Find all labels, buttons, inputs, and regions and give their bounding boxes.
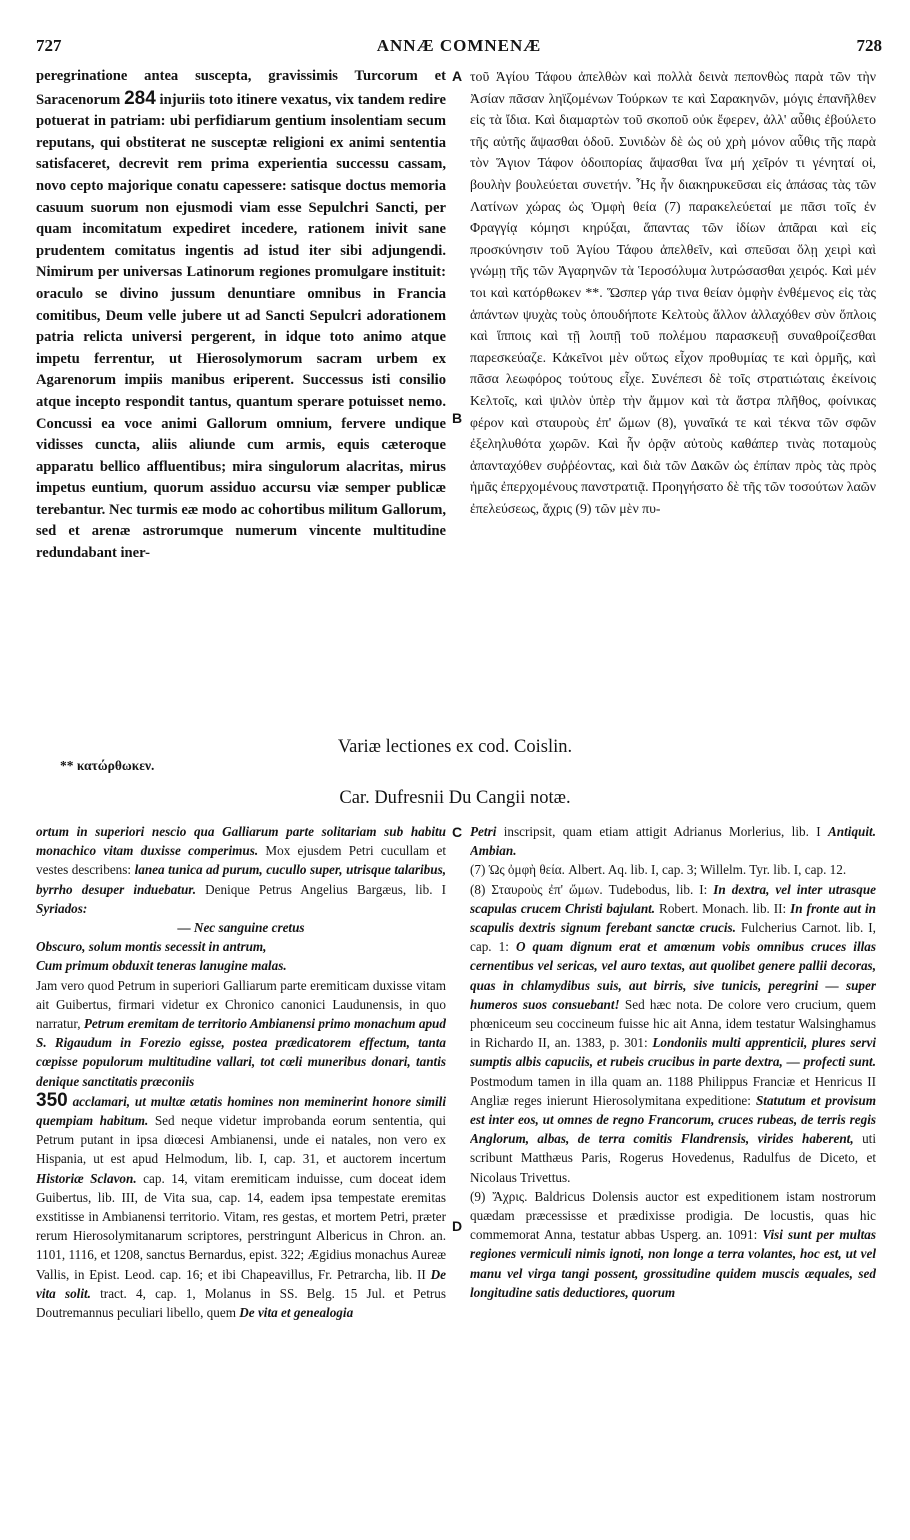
latin-text-rest: injuriis toto itinere vexatus, vix tandem redire potuerat in patriam: ubi perfidiarum gentium insolentiam secum reputans, qui obstiterat ne susceptæ religioni ex animi sententia satisfaceret, decrevit rem prima experientia successu cassam, novo cepto majorique conatu capessere: satisque doctus memoria casuum suorum non ejusmodi viam esse Sepulchri Sancti, per quam incomitatum expediret incedere, rationem inivit sane prudentem comitatus ingentis ad istud iter sibi adjungendi. Nimirum per universas Latinorum regiones promulgare instituit: oraculo se divino jussum denuntiare omnibus in Francia comitibus, Deum velle jubere ut ad Sancti Sepulcri adorationem patria relicta universi pergerent, in idque toto animo atque impetu ferrentur, ut Hierosolymorum sacram urbem ex Agarenorum impiis manibus eriperent. Successus isti consilio atque incepto respondit tantus, quantum sperare potuisset nemo. Concussi ea voce animi Gallorum omnium, fervere undique vidisses cuncta, aliis aliunde cum armis, equis cæteroque apparatu bellico affluentibus; mira singulorum alacritas, mirus impetus euntium, quorum assiduo accursu viæ semper publicæ terebantur. Nec turmis eæ modo ac cohortibus militum Gallorum, sed et arenæ astrorumque numerum vincente multitudine redundabant iner- — [36, 91, 446, 562]
running-title: ANNÆ COMNENÆ — [376, 36, 542, 55]
running-header — [36, 36, 882, 60]
note-paragraph — [470, 822, 876, 860]
italic-quote: Visi sunt per multas regiones vermiculi nimis ignoti, non longe a terra volantes, hoc est, ut vel manu vel virga tangi possent, grossitudine quidem muscis æquales, sed longitudine satis deductiores, quorum — [470, 1227, 876, 1300]
italic-quote: ortum in superiori nescio qua Galliarum parte solitariam sub habitu monachico vitam duxisse comperimus. — [36, 824, 446, 859]
verse-line: — Nec sanguine cretus — [177, 920, 305, 936]
greek-paragraph: τοῦ Ἁγίου Τάφου ἀπελθὼν καὶ πολλὰ δεινὰ πεπονθὼς παρὰ τῶν τὴν Ἀσίαν πᾶσαν ληϊζομένων Τούρκων τε καὶ Σαρακηνῶν, μόγις ἐπανῆλθεν εἰς τὰ ἴδια. Καὶ διαμαρτὼν τοῦ σκοποῦ οὐκ ἔφερεν, ἀλλ' αὖθις ἐβούλετο τῆς αὐτῆς ἅψασθαι ὁδοῦ. Συνιδὼν δὲ ὡς οὐ χρὴ μόνον αὖθις τῆς παρὰ τὸν Ἅγιον Τάφον ὁδοιπορίας ἅψασθαι ἵνα μή χεῖρόν τι γένηταί οἱ, βουλὴν βουλεύεται συνετήν. Ἦς ἦν διακηρυκεῦσαι εἰς ἁπάσας τὰς τῶν Λατίνων χώρας ὡς Ὀμφὴ θεία (7) παρακελεύεταί με πᾶσι τοῖς ἐν Φραγγίᾳ κόμησι κηρύξαι, ἅπαντας τῶν ἰδίων ἀπᾶραι καὶ εἰς προσκύνησιν τοῦ Ἁγίου Τάφου ἀπελθεῖν, καὶ σπεῦσαι ὅλῃ χειρὶ καὶ γνώμῃ τῆς τῶν Ἀγαρηνῶν τὰ Ἱεροσόλυμα λυτρώσασθαι χειρός. Καὶ μέν τοι καὶ κατόρθωκεν **. Ὥσπερ γάρ τινα θείαν ὀμφὴν ἐνθέμενος εἰς τὰς ἁπάντων ψυχὰς τοὺς ὁπουδήποτε Κελτοὺς ἄλλον ἀλλαχόθεν σὺν ὅπλοις καὶ ἵπποις καὶ τῇ λοιπῇ τοῦ πολέμου παρασκευῇ συναθροίζεσθαι παρεσκεύαζε. Κἀκεῖνοι μὲν οὕτως εἶχον προθυμίας τε καὶ ὁρμῆς, καὶ πᾶσα λεωφόρος τούτους εἶχε. Συνέπεσι δὲ τοῖς στρατιώταις ἐκείνοις Κελτοῖς, καὶ ψιλὸν ὑπὲρ τὴν ἄμμον καὶ τὰ ἄστρα πλῆθος, φοίνικας φέρον καὶ σταυροὺς ἐπ' ὤμων (8), γυναῖκά τε καὶ τέκνα τῶν σφῶν ἐξεληλυθότα χωρῶν. Καὶ ἦν ὁρᾷν αὐτοὺς καθάπερ τινὰς ποταμοὺς ἁπανταχόθεν συῤῥέοντας, καὶ διὰ τῶν Δακῶν ὡς ἐπίπαν πρὸς τὰς πρὸς ἡμᾶς ἐπερχομένους πανστρατιᾷ. Προηγήσατο δὲ τῆς τῶν τοσούτων λαῶν ἐπελεύσεως, ἄχρις (9) τῶν μὲν πυ- — [470, 69, 876, 516]
notes-right-column — [470, 822, 876, 1518]
italic-quote: Statutum et provisum est inter eos, ut omnes de regno Francorum, cruces rubeas, de terris regis Anglorum, albas, de terra comitis Flandrensis, virides haberent, — [470, 1092, 876, 1147]
note-7: (7) Ὡς ὀμφὴ θεία. Albert. Aq. lib. I, cap. 3; Willelm. Tyr. lib. I, cap. 12. — [470, 862, 847, 878]
note-text: (9) Ἄχρις. Baldricus Dolensis auctor est expeditionem istam nostrorum quædam præcessisse et prædixisse prodigia. De locustis, quas hic commemorat Anna, testatur abbas Usperg. an. 1091: — [470, 1188, 876, 1243]
note-text: Robert. Monach. lib. II: — [655, 900, 791, 916]
margin-marker-a: A — [452, 68, 463, 84]
italic-quote: O quam dignum erat et amœnum vobis omnibus cruces illas cernentibus vel sericas, vel auro textas, aut quolibet genere pallii decoras, quas in chlamydibus suis, aut birris, sive tunicis, peregrini — super humeros suos consuebant! — [470, 939, 876, 1012]
note-text: Mox ejusdem Petri cucullam et vestes describens: — [36, 843, 446, 878]
variant-reading-note: ** κατώρθωκεν. — [60, 758, 155, 773]
note-text: uti scribunt Matthæus Paris, Rogerus Hovedenus, Radulfus de Diceto, et Nicolaus Trivettus. — [470, 1131, 876, 1185]
note-9 — [470, 1187, 876, 1302]
note-text: Jam vero quod Petrum in superiori Galliarum parte eremiticam duxisse vitam ait Guibertus, firmari videtur ex Chronico canonici Laudunensis, in quo narratur, — [36, 977, 446, 1032]
verse-line: Cum primum obduxit teneras lanugine malas. — [36, 958, 287, 974]
variant-readings-heading: Variæ lectiones ex cod. Coislin. — [337, 737, 573, 757]
italic-quote: In dextra, vel inter utrasque scapulas crucem Christi bajulant. — [470, 881, 876, 916]
note-text: Denique Petrus Angelius Bargæus, lib. I — [196, 881, 446, 897]
margin-marker-c: C — [452, 824, 463, 840]
note-text: Fulcherius Carnot. lib. I, cap. 1: — [470, 920, 876, 955]
italic-quote: acclamari, ut multæ ætatis homines non meminerint honore simili quempiam habitum. — [36, 1093, 446, 1129]
page-number-right: 728 — [856, 36, 882, 55]
greek-text-column — [470, 66, 876, 730]
italic-quote: Petrum eremitam de territorio Ambianensi primo monachum apud S. Rigaudum in Forezio egisse, postea prædicatorem effectum, tanta cœpisse populorum multitudine vallari, tot cœli muneribus donari, tantis denique sanctitatis præconiis — [36, 1016, 446, 1089]
notes-heading: Car. Dufresnii Du Cangii notæ. — [339, 788, 571, 808]
italic-title: Petri — [470, 824, 497, 839]
margin-marker-d: D — [452, 1218, 463, 1234]
note-text: (8) Σταυροὺς ἐπ' ὤμων. Tudebodus, lib. I: — [470, 881, 714, 897]
italic-quote: lanea tunica ad purum, cucullo super, utrisque talaribus, byrrho desuper induebatur. — [36, 862, 446, 897]
note-text: inscripsit, quam etiam attigit Adrianus Morlerius, lib. I — [496, 824, 828, 839]
marginal-column-number: 284 — [124, 87, 156, 109]
notes-left-column — [36, 822, 446, 1518]
latin-paragraph — [36, 66, 446, 565]
italic-quote: In fronte aut in scapulis dextris signum ferebant sanctæ crucis. — [470, 900, 876, 936]
note-text: Sed hæc nota. De colore vero crucium, quem phœniceum seu coccineum fuisse hic ait Anna, idem testatur Walsinghamus in Richardo II, an. 1383, p. 301: — [470, 996, 876, 1051]
note-text: tract. 4, cap. 1, Molanus in SS. Belg. 15 Jul. et Petrus Doutremannus peculiari libello, quem — [36, 1285, 446, 1321]
note-paragraph — [36, 822, 446, 918]
latin-text-start: peregrinatione antea suscepta, gravissimis Turcorum et Saracenorum — [36, 68, 446, 108]
note-8 — [470, 880, 876, 1187]
italic-title: De vita et genealogia — [239, 1305, 354, 1321]
latin-translation-column — [36, 66, 446, 730]
marginal-column-number: 350 — [36, 1089, 68, 1111]
italic-title: Historiæ Sclavon. — [36, 1170, 137, 1186]
note-text: Sed neque videtur improbanda eorum sententia, qui Petrum putant in ipsa diœcesi Ambianensi, unde ei natales, non vero ex Hispania, ut est apud Helmodum, lib. I, cap. 31, et auctorem incertum — [36, 1113, 446, 1167]
italic-title: Antiquit. Ambian. — [470, 824, 876, 859]
page-number-left: 727 — [36, 36, 62, 55]
verse-line: Obscuro, solum montis secessit in antrum, — [36, 939, 267, 955]
note-text: cap. 14, vitam eremiticam induisse, cum doceat idem Guibertus, lib. III, de Vita sua, cap. 14, eadem ipsa tempestate eremitas exstitisse in Ambianensi territorio. Vitam, res gestas, et mortem Petri, præter rerum Hierosolymitanarum scriptores, perstringunt Albericus in Chron. an. 1101, 1116, et 1208, sanctus Bernardus, epist. 322; Ægidius monachus Aureæ Vallis, in Epist. Leod. cap. 16; et ibi Chapeavillus, Fr. Petrarcha, lib. II — [36, 1170, 446, 1282]
italic-title: Syriados: — [36, 900, 88, 916]
italic-quote: Londoniis multi apprenticii, plures servi sumptis albis capuciis, et rubeis crucibus in parte dextra, — profecti sunt. — [470, 1035, 876, 1070]
note-text: Postmodum tamen in illa quam an. 1188 Philippus Franciæ et Henricus II Angliæ reges inierunt Hierosolymitana expeditione: — [470, 1073, 876, 1108]
margin-marker-b: B — [452, 410, 463, 426]
note-paragraph — [36, 976, 446, 1323]
italic-title: De vita solit. — [36, 1266, 446, 1301]
